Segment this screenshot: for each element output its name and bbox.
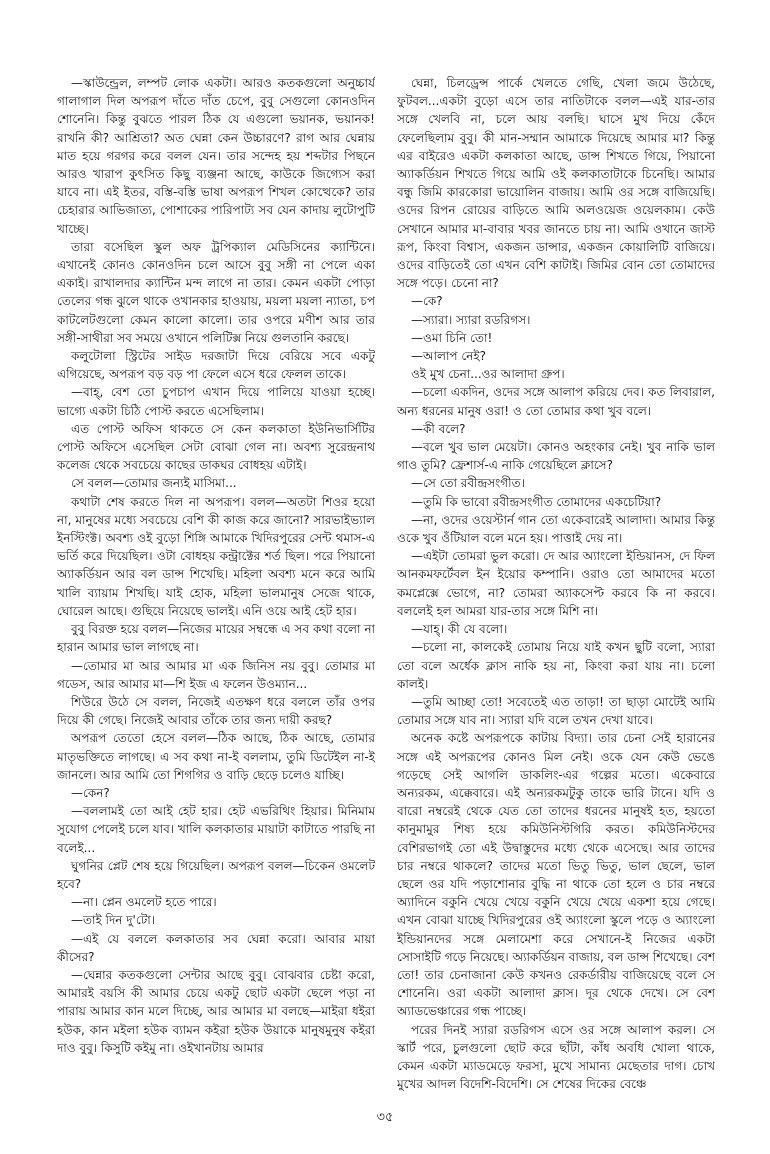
paragraph: পরের দিনই স্যারা রডরিগস এসে ওর সঙ্গে আলাপ করল। সে স্কার্ট পরে, চুলগুলো ছোট করে ছাঁটা, কাঁধ অবধি খোলা থাকে, কেমন একটা ম্যাডমেড়ে ফরসা, মুখে সামান্য মেছেতার দাগ। চোখ মুখের আদল বিদেশি-বিদেশি। সে শেষের দিকের বেঞ্চে [397,1022,715,1092]
paragraph: কথাটা শেষ করতে দিল না অপরূপ। বলল—অতটা শিওর হয়ো না, মানুষের মধ্যে সবচেয়ে বেশি কী কাজ করে জানো? সারভাইভ্যাল ইনস্টিংক্ট। অবশ্য ওই বুড়ো শিঙ্গি আমাকে খিদিরপুরের সেন্ট থমাস-এ ভর্তি করে দিয়েছিল। ওটা বোধহয় কন্ট্রাক্টের শর্ত ছিল। পরে পিয়ানো অ্যাকর্ডিয়ন আর বল ডান্স শিখেছি। মহিলা অবশ্য মনে করে আমি খালি ব্যায়াম শিখছি। যাই হোক, মহিলা ভালমানুষ সেজে থাকে, ঘোরেল আছে। গুছিয়ে নিয়েছে ভালই। এনি ওয়ে আই হেট হার। [57,494,375,618]
paragraph: —চলো একদিন, ওদের সঙ্গে আলাপ করিয়ে দেব। কত লিবারাল, অন্য ধরনের মানুষ ওরা! ও তো তোমার কথা খুব বলে। [397,385,715,418]
paragraph: —তুমি আচ্ছা তো! সবেতেই এত তাড়া! তা ছাড়া মোটেই আমি তোমার সঙ্গে যাব না। স্যারা যদি বলে তখন দেখা যাবে। [397,694,715,728]
paragraph: শিউরে উঠে সে বলল, নিজেই এতক্ষণ ধরে বললে তাঁর ওপর দিয়ে কী গেছে। নিজেই আবার তাঁকে তার জন্য দায়ী করছ? [57,694,375,728]
paragraph: —এই যে বললে কলকাতার সব ঘেন্না করো। আবার মায়া কীসের? [57,931,375,964]
paragraph: —না। প্লেন ওমলেট হতে পারে। [71,895,217,910]
paragraph: —ঘেন্নার কতকগুলো সেন্টার আছে বুবু। বোঝবার চেষ্টা করো, আমারই বয়সি কী আমার চেয়ে একটু ছোট একটা ছেলে পড়া না পারায় আমার কান মলে দিচ্ছে, আর আমার মা বলছে—মাইরা ধইরা হউক, কান মইলা হউক ব্যামন কইরা হউক উয়াকে মানুষমুনুষ কইরা দাও বুবু। কিসুটি কইমু না। ওইখানটায় আমার [57,967,375,1055]
paragraph: —ওমা চিনি তো! [411,330,493,345]
paragraph: —কেন? [71,785,110,800]
paragraph: অপরূপ তেতো হেসে বলল—ঠিক আছে, ঠিক আছে, তোমার মাতৃভক্তিতে লাগছে। এ সব কথা না-ই বললাম, তুমি ডিটেইল না-ই জানলে। আর আমি তো শিগগির ও বাড়ি ছেড়ে চলেও যাচ্ছি। [57,731,375,782]
paragraph: —স্যারা। স্যারা রডরিগস। [411,312,531,327]
paragraph: —তুমি কি ভাবো রবীন্দ্রসংগীত তোমাদের একচেটিয়া? [411,494,662,509]
paragraph: —চলো না, কালকেই তোমায় নিয়ে যাই কখন ছুটি বলো, স্যারা তো বলে অর্ধেক ক্লাস নাকি হয় না, কিংবা করা যায় না। চলো কালই। [397,640,715,691]
paragraph: বুবু বিরক্ত হয়ে বলল—নিজের মায়ের সম্বন্ধে এ সব কথা বলো না হারান আমার ভাল লাগছে না। [57,622,375,655]
paragraph: —সে তো রবীন্দ্রসংগীত। [411,476,525,491]
paragraph: —কী বলে? [411,421,466,436]
paragraph: —বলে খুব ভাল মেয়েটা। কোনও অহংকার নেই। খুব নাকি ভাল গাও তুমি? ফ্রেশার্স-এ নাকি গেয়েছিলে ক্লাসে? [397,440,715,473]
paragraph: —যাহ্। কী যে বলো। [411,622,508,637]
paragraph: অনেক কষ্টে অপরূপকে কাটায় বিদ্যা। তার চেনা সেই হারানের সঙ্গে এই অপরূপের কোনও মিল নেই। ওকে যেন কেউ ভেঙে গড়েছে সেই আগলি ডাকলিং-এর গল্পের মতো। একেবারে অন্যরকম, এক্কেবারে। এই অন্যরকমটুকু তাকে ভারি টানে। যদি ও বারো নম্বরেই থেকে যেত তো তাদের ধরনের মানুষই হত, হয়তো কানুমামুর শিষ্য হয়ে কমিউনিস্টগিরি করত। কমিউনিস্টদের বেশিরভাগই তো এই উদ্বাস্তুদের মধ্যে থেকে এসেছে। আর তাদের চার নম্বরে থাকলে? তাদের মতো ভিতু ভিতু, ভাল ছেলে, ভাল ছেলে ওর যদি পড়াশোনার বুদ্ধি না থাকে তো হলে ও চার নম্বরে অ্যাদিনে বকুনি খেয়ে খেয়ে বকুনি খেয়ে খেয়ে একশা হয়ে গেছে। এখন বোঝা যাচ্ছে খিদিরপুরের ওই অ্যাংলো স্কুলে পড়ে ও অ্যাংলো ইন্ডিয়ানদের সঙ্গে মেলামেশা করে সেখানে-ই নিজের একটা সোসাইটি গড়ে নিয়েছে। অ্যাকর্ডিয়ন বাজায়, বল ডান্স শিখেছে। বেশ তো! তার চেনাজানা কেউ কখনও রেকর্ডারীয় বাজিয়েছে বলে সে শোনেনি। ওরা একটা আলাদা ক্লাস। দূর থেকে দেখে। সে বেশ অ্যাডভেঞ্চারের গন্ধ পাচ্ছে। [397,731,715,1019]
paragraph: ঘুগনির প্লেট শেষ হয়ে গিয়েছিল। অপরূপ বলল—চিকেন ওমলেট হবে? [57,858,375,891]
paragraph: তারা বসেছিল স্কুল অফ ট্রপিক্যাল মেডিসিনের ক্যান্টিনে। এখানেই কোনও কোনওদিন চলে আসে বুবু সঙ্গী না পেলে একা একাই। রাখালদার ক্যান্টিন মন্দ লাগে না তার। কেমন একটা পোড়া তেলের গন্ধ ঝুলে থাকে ওখানকার হাওয়ায়, ময়লা ময়লা ন্যাতা, চপ কাটলেটগুলো কেমন কালো কালো। তার ওপরে মণীশ আর তার সঙ্গী-সাথীরা সব সময়ে ওখানে পলিটিক্স নিয়ে গুলতানি করছে। [57,239,375,345]
paragraph: —না, ওদের ওয়েস্টার্ন গান তো একেবারেই আলাদা। আমার কিন্তু ওকে খুব ওঁটিয়াল বলে মনে হয়। পাত্তাই দেয় না। [397,512,715,546]
paragraph: এত পোস্ট অফিস থাকতে সে কেন কলকাতা ইউনিভার্সিটির পোস্ট অফিসে এসেছিল সেটা বোঝা গেল না। অবশ্য সুরেন্দ্রনাথ কলেজ থেকে সবচেয়ে কাছের ডাকঘর বোধহয় এটাই। [57,421,375,473]
paragraph: ওই মুখ চেনা...ওর আলাদা গ্রুপ। [411,367,565,382]
paragraph: —বাহ্, বেশ তো চুপচাপ এখান দিয়ে পালিয়ে যাওয়া হচ্ছে। ভাগ্যে একটা চিঠি পোস্ট করতে এসেছিলাম। [57,385,375,418]
right-text-column [397,74,715,1094]
paragraph: —বললামই তো আই হেট হার। হেট এভরিথিং হিয়ার। মিনিমাম সুযোগ পেলেই চলে যাব। খালি কলকাতার মায়াটা কাটাতে পারছি না বলেই... [57,804,375,855]
paragraph: ঘেন্না, চিলড্রেন্স পার্কে খেলতে গেছি, খেলা জমে উঠেছে, ফুটবল...একটা বুড়ো এসে তার নাতিটাকে বলল—এই যার-তার সঙ্গে খেলবি না, চলে আয় বলছি। ঘাসে মুখ দিয়ে কেঁদে ফেলেছিলাম বুবু। কী মান-সম্মান আমাকে দিয়েছে আমার মা? কিন্তু এর বাইরেও একটা কলকাতা আছে, ডান্স শিখতে গিয়ে, পিয়ানো অ্যাকর্ডিয়ন শিখতে গিয়ে আমি ওই কলকাতাটাকে চিনেছি। আমার বন্ধু জিমি কারকোরা ভায়োলিন বাজায়। আমি ওর সঙ্গে বাজিয়েছি। ওদের রিপন রোয়ের বাড়িতে আমি অলওয়েজ ওয়েলকাম। কেউ সেখানে আমার মা-বাবার খবর জানতে চায় না। আমি ওখানে জাস্ট রূপ, কিংবা বিশ্বাস, একজন ডান্সার, একজন কোয়ালিটি বাজিয়ে। ওদের বাড়িতেই তো এখন বেশি কাটাই। জিমির বোন তো তোমাদের সঙ্গে পড়ে। চেনো না? [397,76,715,291]
paragraph: —কে? [411,294,443,309]
paragraph: —স্কাউন্ড্রেল, লম্পট লোক একটা। আরও কতকগুলো অনুচ্চার্য গালাগাল দিল অপরূপ দাঁতে দাঁত চেপে, বুবু সেগুলো কোনওদিন শোনেনি। কিন্তু বুঝতে পারল ঠিক যে এগুলো ভয়ানক, ভয়ানক! রাখনি কী? আশ্রিতা? অত ঘেন্না কেন উচ্চারণে? রাগ আর ঘেন্নায় মাত হয়ে গরগর করে বলল যেন। তার সন্দেহ হয় শব্দটার পিছনে আরও খারাপ কুৎসিত কিছু ব্যঞ্জনা আছে, কাউকে জিগ্যেস করা যাবে না। এই ইতর, বস্তি-বস্তি ভাষা অপরূপ শিখল কোত্থেকে? তার চেহারার আভিজাত্য, পোশাকের পারিপাট্য সব যেন কাদায় লুটোপুটি খাচ্ছে। [57,76,375,236]
paragraph: কলুটোলা স্ট্রিটের সাইড দরজাটা দিয়ে বেরিয়ে সবে একটু এগিয়েছে, অপরূপ বড় বড় পা ফেলে এসে ধরে ফেলল তাকে। [57,349,375,382]
left-text-column [57,74,375,1094]
paragraph: —তোমার মা আর আমার মা এক জিনিস নয় বুবু। তোমার মা গডেস, আর আমার মা—শি ইজ এ ফলেন উওম্যান... [57,658,375,691]
paragraph: —তাই দিন দু'টো। [71,913,156,928]
paragraph: সে বলল—তোমার জন্যই মাসিমা... [71,476,237,491]
page-number: ৩৫ [376,1110,394,1125]
paragraph: —আলাপ নেই? [411,349,487,364]
paragraph: —এইটা তোমরা ভুল করো। দে আর অ্যাংলো ইন্ডিয়ানস, দে ফিল আনকমফর্টেবল ইন ইয়োর কম্পানি। ওরাও তো আমাদের মতো কমপ্লেক্সে ভোগে, না? তোমরা অ্যাকসেপ্ট করবে কি না করবে। বললেই হল আমরা যার-তার সঙ্গে মিশি না। [397,549,715,618]
